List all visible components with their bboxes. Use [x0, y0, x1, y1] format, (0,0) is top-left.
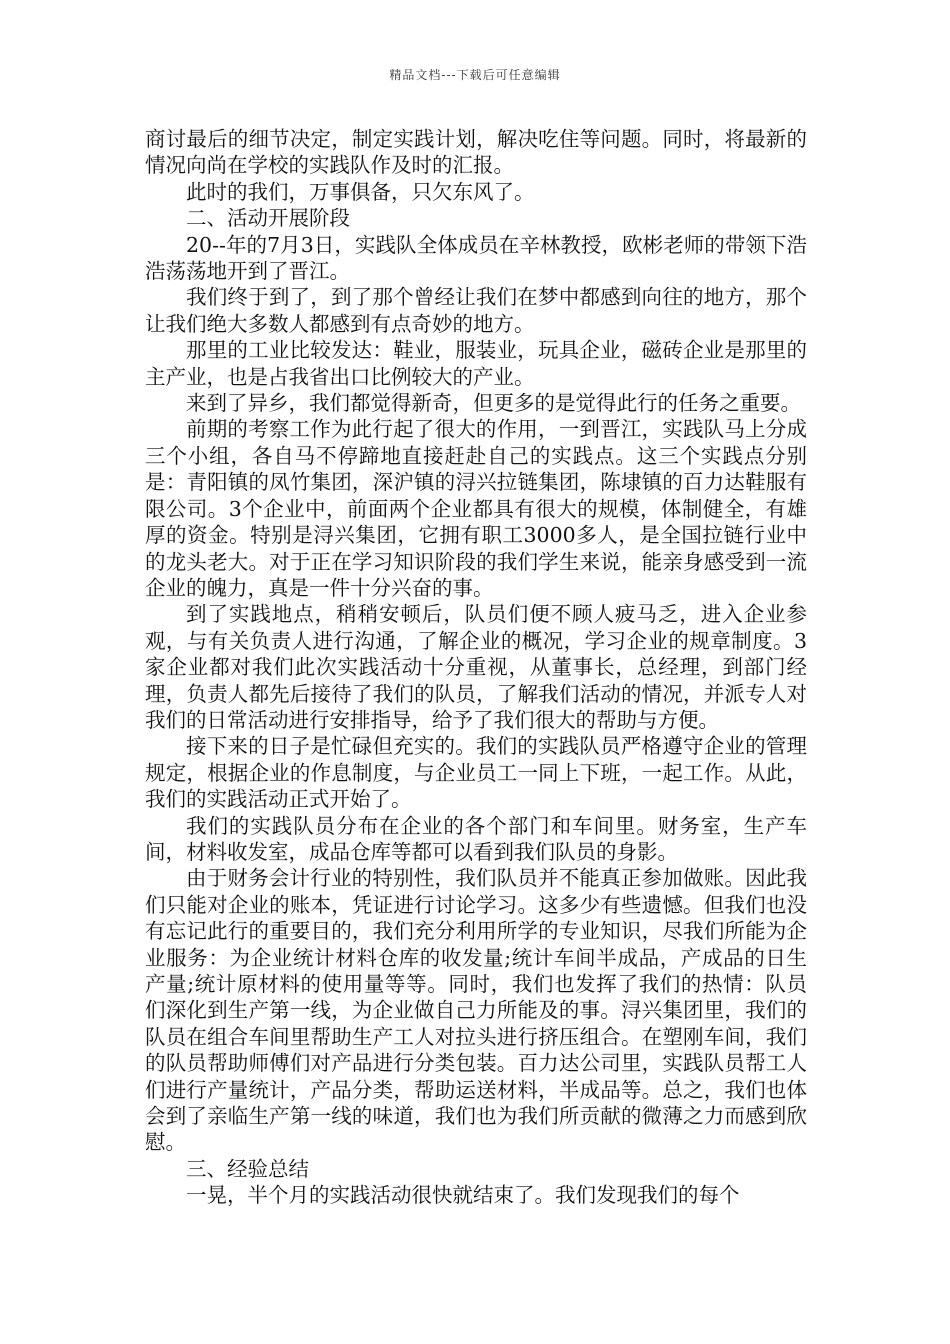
body-text: [145, 126, 807, 1209]
paragraph: 到了实践地点，稍稍安顿后，队员们便不顾人疲马乏，进入企业参观，与有关负责人进行沟通，了解企业的概况，学习企业的规章制度。3家企业都对我们此次实践活动十分重视，从董事长，总经理，到部门经理，负责人都先后接待了我们的队员，了解我们活动的情况，并派专人对我们的日常活动进行安排指导，给予了我们很大的帮助与方便。: [145, 602, 807, 732]
paragraph: 商讨最后的细节决定，制定实践计划，解决吃住等问题。同时，将最新的情况向尚在学校的实践队作及时的汇报。: [145, 127, 807, 178]
paragraph: 那里的工业比较发达：鞋业，服装业，玩具企业，磁砖企业是那里的主产业，也是占我省出口比例较大的产业。: [145, 338, 807, 389]
paragraph: 此时的我们，万事俱备，只欠东风了。: [186, 179, 535, 204]
paragraph: 接下来的日子是忙碌但充实的。我们的实践队员严格遵守企业的管理规定，根据企业的作息制度，与企业员工一同上下班，一起工作。从此，我们的实践活动正式开始了。: [145, 734, 807, 812]
section-heading: 三、经验总结: [186, 1156, 309, 1181]
paragraph: 一晃，半个月的实践活动很快就结束了。我们发现我们的每个: [186, 1183, 740, 1208]
section-heading: 二、活动开展阶段: [186, 206, 350, 231]
paragraph: 20--年的7月3日，实践队全体成员在辛林教授，欧彬老师的带领下浩浩荡荡地开到了晋江。: [145, 232, 807, 284]
page-header: 精品文档---下载后可任意编辑: [389, 68, 561, 82]
paragraph: 我们终于到了，到了那个曾经让我们在梦中都感到向往的地方，那个让我们绝大多数人都感到有点奇妙的地方。: [145, 285, 807, 336]
paragraph: 来到了异乡，我们都觉得新奇，但更多的是觉得此行的任务之重要。: [186, 391, 801, 416]
paragraph: 我们的实践队员分布在企业的各个部门和车间里。财务室，生产车间，材料收发室，成品仓库等都可以看到我们队员的身影。: [145, 813, 807, 864]
paragraph: 由于财务会计行业的特别性，我们队员并不能真正参加做账。因此我们只能对企业的账本，凭证进行讨论学习。这多少有些遗憾。但我们也没有忘记此行的重要目的，我们充分利用所学的专业知识，尽我们所能为企业服务：为企业统计材料仓库的收发量;统计车间半成品，产成品的日生产量;统计原材料的使用量等等。同时，我们也发挥了我们的热情：队员们深化到生产第一线，为企业做自己力所能及的事。浔兴集团里，我们的队员在组合车间里帮助生产工人对拉头进行挤压组合。在塑刚车间，我们的队员帮助师傅们对产品进行分类包装。百力达公司里，实践队员帮工人们进行产量统计，产品分类，帮助运送材料，半成品等。总之，我们也体会到了亲临生产第一线的味道，我们也为我们所贡献的微薄之力而感到欣慰。: [145, 866, 807, 1155]
paragraph: 前期的考察工作为此行起了很大的作用，一到晋江，实践队马上分成三个小组，各自马不停蹄地直接赶赴自己的实践点。这三个实践点分别是：青阳镇的凤竹集团，深沪镇的浔兴拉链集团，陈埭镇的百力达鞋服有限公司。3个企业中，前面两个企业都具有很大的规模，体制健全，有雄厚的资金。特别是浔兴集团，它拥有职工3000多人，是全国拉链行业中的龙头老大。对于正在学习知识阶段的我们学生来说，能亲身感受到一流企业的魄力，真是一件十分兴奋的事。: [145, 417, 807, 600]
